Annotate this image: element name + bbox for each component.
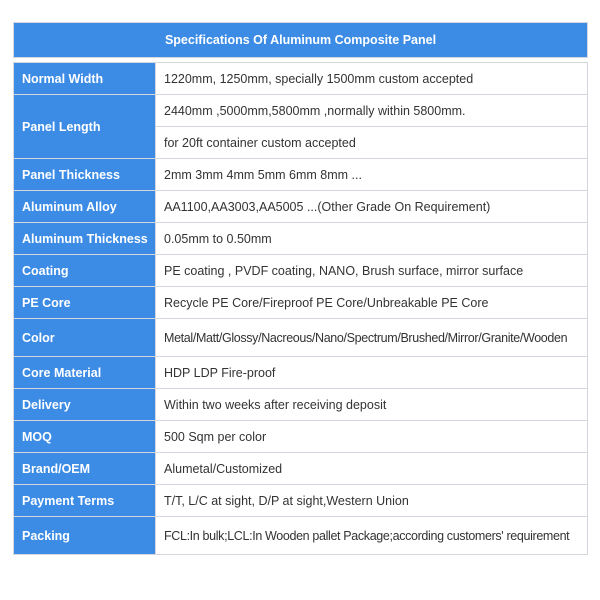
row-label-pe-core: PE Core [14,287,156,319]
row-value-aluminum-alloy: AA1100,AA3003,AA5005 ...(Other Grade On Requirement) [156,191,588,223]
row-value-color: Metal/Matt/Glossy/Nacreous/Nano/Spectrum/Brushed/Mirror/Granite/Wooden [156,319,588,357]
row-label-moq: MOQ [14,421,156,453]
row-value-panel-length-2: for 20ft container custom accepted [156,127,588,159]
row-value-moq: 500 Sqm per color [156,421,588,453]
table-row [14,453,588,485]
table-row [14,319,588,357]
table-row [14,95,588,127]
row-label-delivery: Delivery [14,389,156,421]
row-value-panel-length-1: 2440mm ,5000mm,5800mm ,normally within 5800mm. [156,95,588,127]
table-row [14,191,588,223]
table-title: Specifications Of Aluminum Composite Panel [14,23,588,58]
table-row [14,255,588,287]
row-label-core-material: Core Material [14,357,156,389]
table-row [14,485,588,517]
table-row [14,421,588,453]
row-label-color: Color [14,319,156,357]
row-value-panel-thickness: 2mm 3mm 4mm 5mm 6mm 8mm ... [156,159,588,191]
row-value-core-material: HDP LDP Fire-proof [156,357,588,389]
specifications-table [13,22,588,555]
row-label-panel-length: Panel Length [14,95,156,159]
row-value-brand-oem: Alumetal/Customized [156,453,588,485]
row-value-delivery: Within two weeks after receiving deposit [156,389,588,421]
table-row [14,389,588,421]
row-value-aluminum-thickness: 0.05mm to 0.50mm [156,223,588,255]
table-row [14,63,588,95]
row-label-aluminum-alloy: Aluminum Alloy [14,191,156,223]
row-value-coating: PE coating , PVDF coating, NANO, Brush surface, mirror surface [156,255,588,287]
row-value-normal-width: 1220mm, 1250mm, specially 1500mm custom accepted [156,63,588,95]
table-row [14,159,588,191]
row-label-normal-width: Normal Width [14,63,156,95]
table-row [14,517,588,555]
table-row [14,357,588,389]
table-title-row [14,23,588,58]
row-value-packing: FCL:In bulk;LCL:In Wooden pallet Package;according customers' requirement [156,517,588,555]
row-label-brand-oem: Brand/OEM [14,453,156,485]
row-label-coating: Coating [14,255,156,287]
row-label-aluminum-thickness: Aluminum Thickness [14,223,156,255]
row-label-panel-thickness: Panel Thickness [14,159,156,191]
row-value-payment-terms: T/T, L/C at sight, D/P at sight,Western Union [156,485,588,517]
row-label-packing: Packing [14,517,156,555]
table-row [14,287,588,319]
row-value-pe-core: Recycle PE Core/Fireproof PE Core/Unbreakable PE Core [156,287,588,319]
table-row [14,223,588,255]
row-label-payment-terms: Payment Terms [14,485,156,517]
